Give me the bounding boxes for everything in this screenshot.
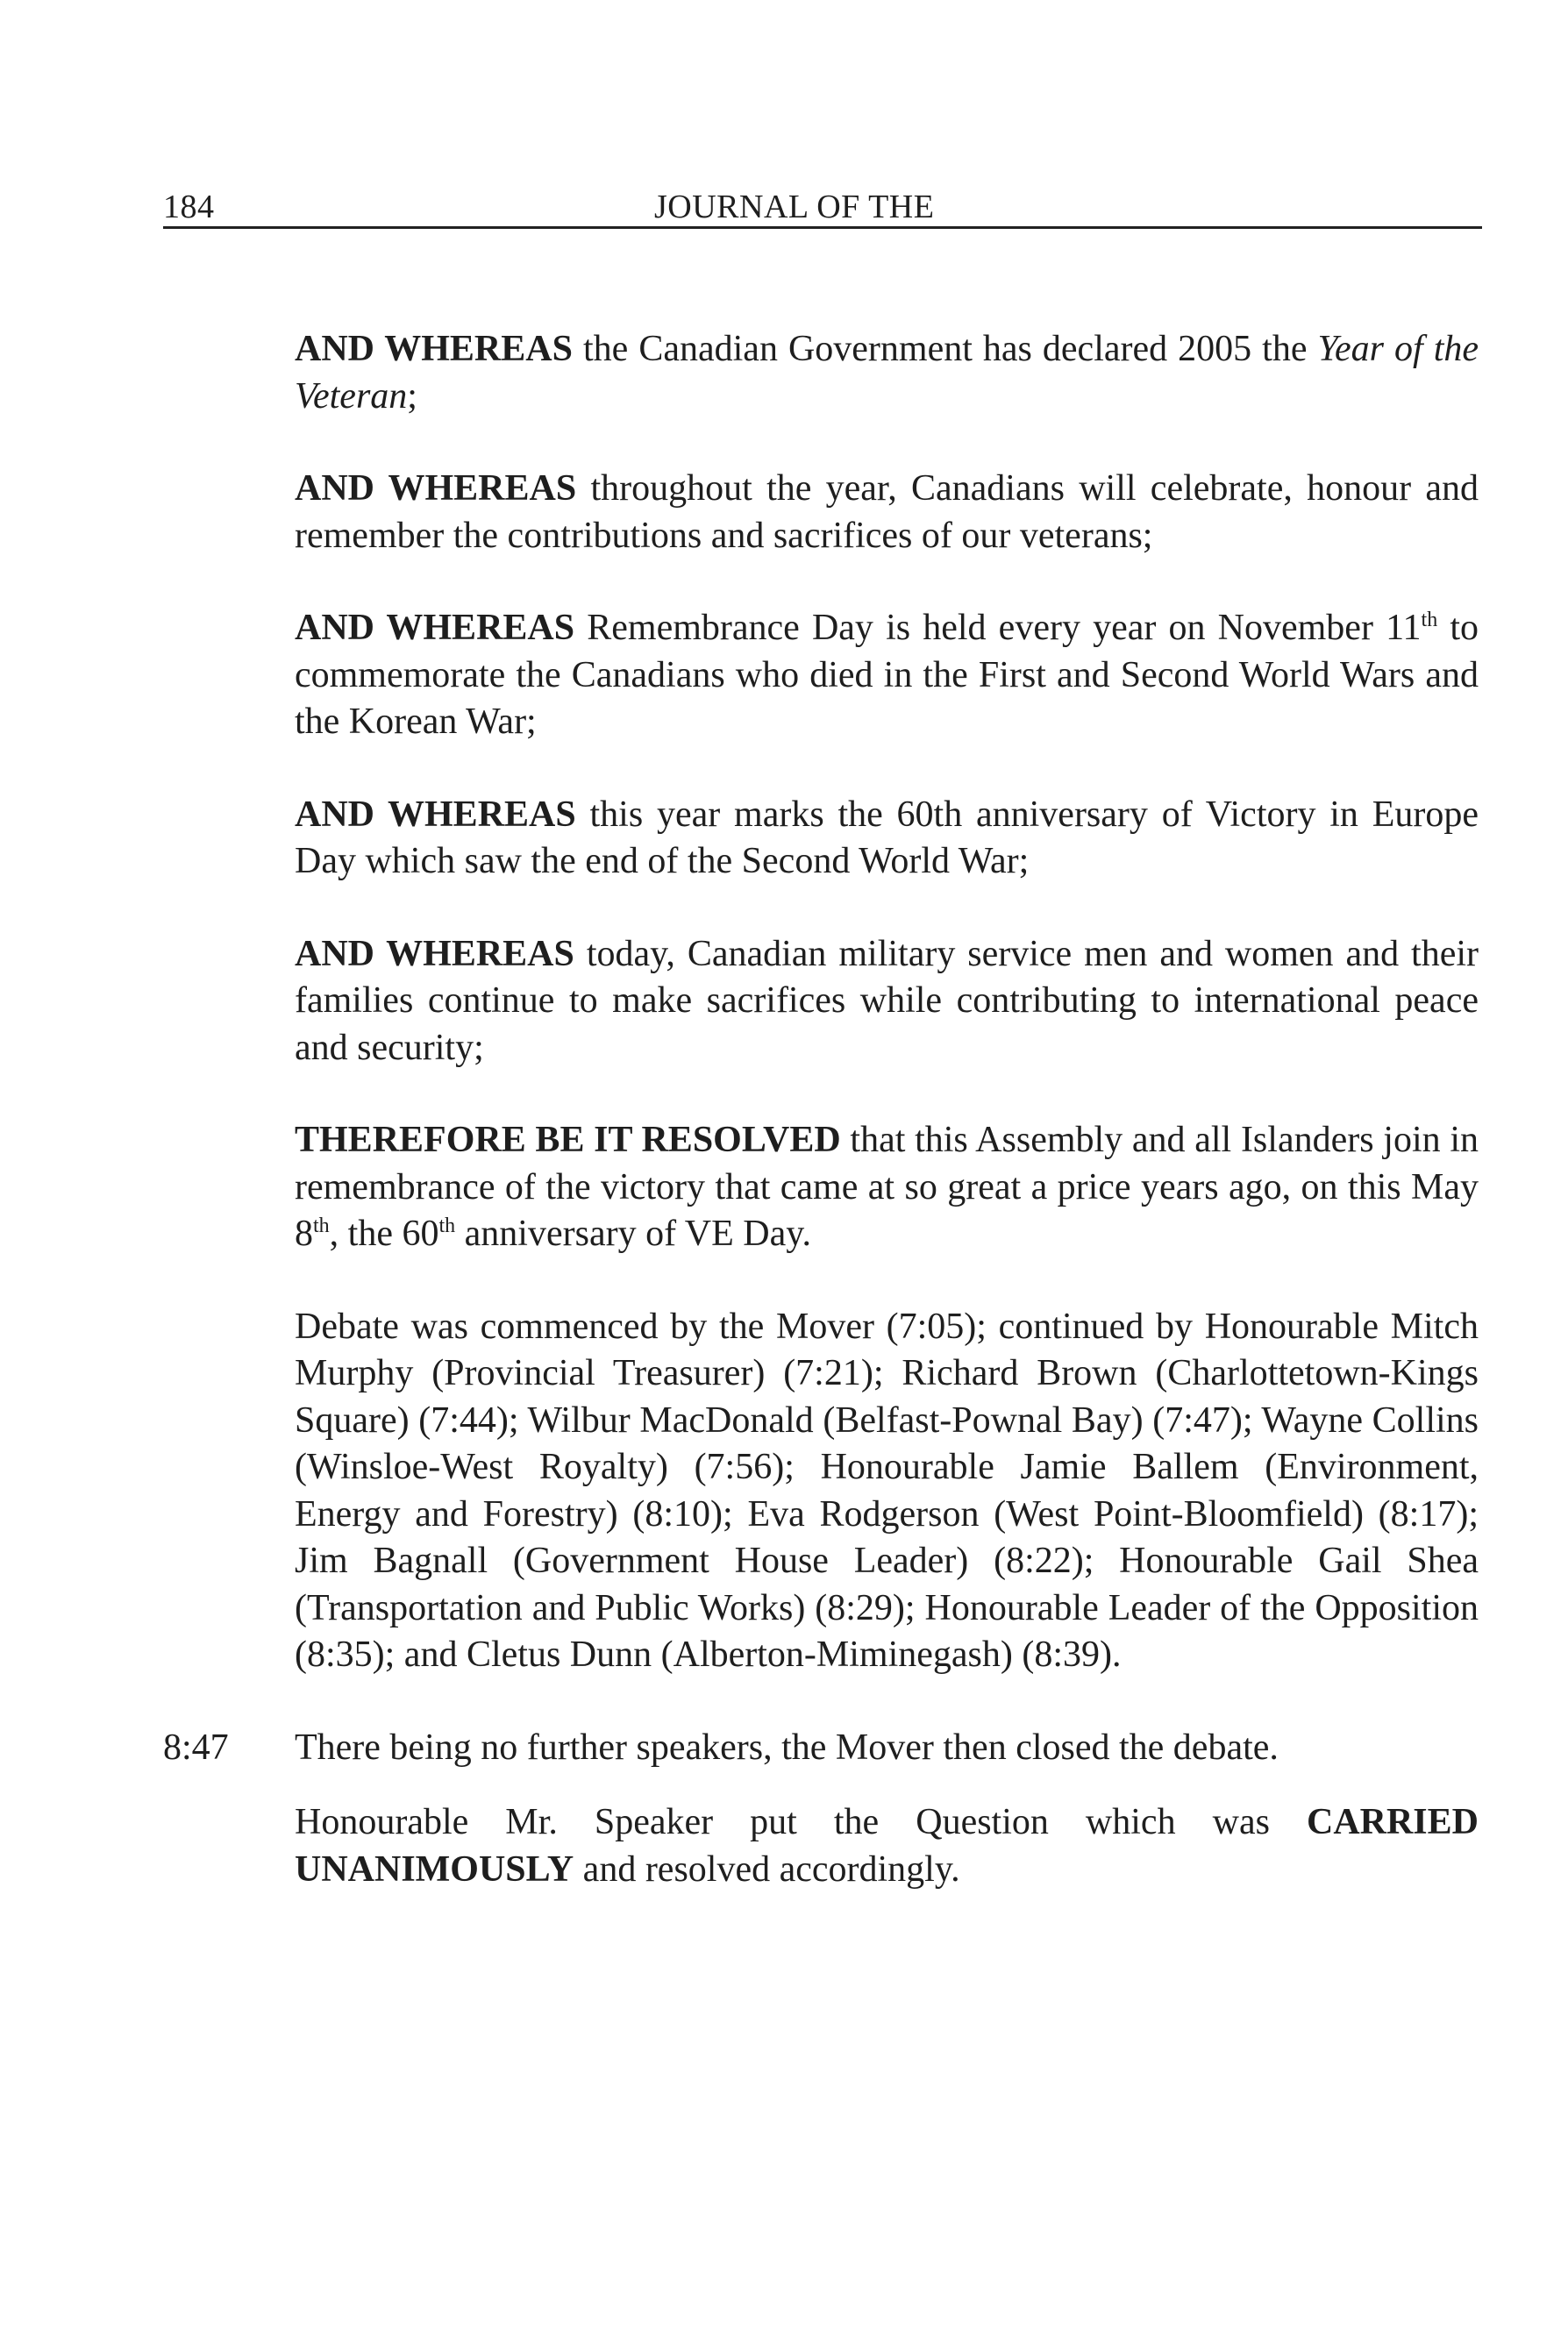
journal-body bbox=[295, 326, 1479, 1939]
paragraph-lead: AND WHEREAS bbox=[295, 933, 574, 974]
closing-paragraph bbox=[295, 1725, 1479, 1772]
running-title: JOURNAL OF THE bbox=[654, 189, 935, 225]
ordinal-suffix: th bbox=[1421, 609, 1438, 631]
paragraph-lead: AND WHEREAS bbox=[295, 329, 573, 369]
carried-unanimously: CARRIED UNANIMOUSLY bbox=[295, 1802, 1479, 1890]
paragraph-text: There being no further speakers, the Mover then closed the debate. bbox=[295, 1727, 1279, 1768]
paragraph-text: that this Assembly and all Islanders join in remembrance of the victory that came at so great a price years ago, on this May 8 bbox=[295, 1120, 1479, 1254]
paragraph-text: to commemorate the Canadians who died in the First and Second World Wars and the Korean War; bbox=[295, 608, 1479, 742]
paragraph-lead: AND WHEREAS bbox=[295, 794, 576, 835]
paragraph-text: throughout the year, Canadians will celebrate, honour and remember the contributions and sacrifices of our veterans; bbox=[295, 468, 1479, 556]
whereas-paragraph-ve-day bbox=[295, 792, 1479, 886]
ordinal-suffix: th bbox=[438, 1214, 456, 1237]
debate-paragraph bbox=[295, 1304, 1479, 1679]
page-number: 184 bbox=[163, 189, 215, 225]
ordinal-suffix: th bbox=[313, 1214, 330, 1237]
italic-title: Year of the Veteran bbox=[295, 329, 1479, 417]
time-marker: 8:47 bbox=[163, 1727, 229, 1768]
paragraph-text: this year marks the 60th anniversary of Victory in Europe Day which saw the end of the Second World War; bbox=[295, 794, 1479, 881]
paragraph-text: ; bbox=[407, 375, 417, 417]
whereas-paragraph-remembrance-day bbox=[295, 605, 1479, 746]
paragraph-text: today, Canadian military service men and women and their families continue to make sacrifices while contributing to international peace and security; bbox=[295, 933, 1479, 1068]
paragraph-text: Honourable Mr. Speaker put the Question which was bbox=[295, 1802, 1307, 1842]
question-paragraph bbox=[295, 1799, 1479, 1893]
paragraph-text: Remembrance Day is held every year on November 11 bbox=[574, 608, 1422, 648]
paragraph-text: , the 60 bbox=[329, 1214, 439, 1254]
whereas-paragraph-veteran-year bbox=[295, 326, 1479, 420]
whereas-paragraph-military bbox=[295, 931, 1479, 1072]
whereas-paragraph-celebrate bbox=[295, 466, 1479, 559]
paragraph-text: and resolved accordingly. bbox=[574, 1848, 960, 1890]
paragraph-text: the Canadian Government has declared 2005 the bbox=[572, 329, 1318, 369]
paragraph-text: anniversary of VE Day. bbox=[455, 1214, 812, 1254]
paragraph-lead: THEREFORE BE IT RESOLVED bbox=[295, 1120, 841, 1160]
page-header bbox=[163, 188, 1482, 231]
paragraph-lead: AND WHEREAS bbox=[295, 468, 577, 509]
header-rule bbox=[163, 226, 1482, 229]
resolved-paragraph bbox=[295, 1117, 1479, 1258]
paragraph-text: Debate was commenced by the Mover (7:05); continued by Honourable Mitch Murphy (Provincial Treasurer) (7:21); Richard Brown (Charlottetown-Kings Square) (7:44); Wilbur MacDonald (Belfast-Pownal Bay) (7:47); Wayne Collins (Winsloe-West Royalty) (7:56); Honourable Jamie Ballem (Environment, Energy and Forestry) (8:10); Eva Rodgerson (West Point-Bloomfield) (8:17); Jim Bagnall (Government House Leader) (8:22); Honourable Gail Shea (Transportation and Public Works) (8:29); Honourable Leader of the Opposition (8:35); and Cletus Dunn (Alberton-Miminegash) (8:39). bbox=[295, 1306, 1479, 1675]
paragraph-lead: AND WHEREAS bbox=[295, 608, 575, 648]
